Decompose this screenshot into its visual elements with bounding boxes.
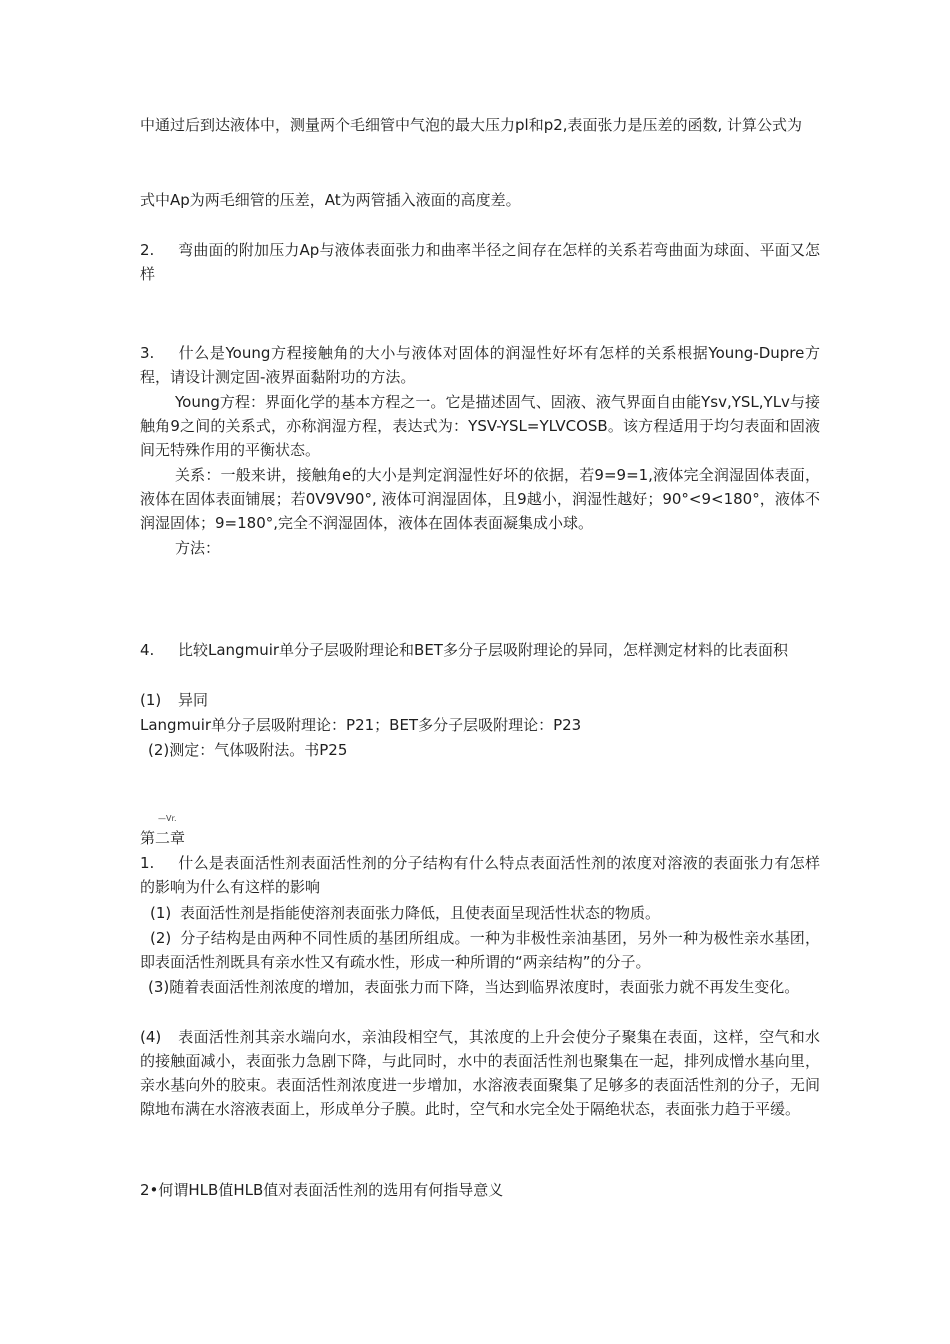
chapter-2-question-1-text: 什么是表面活性剂表面活性剂的分子结构有什么特点表面活性剂的浓度对溶液的表面张力有怎样的影响为什么有这样的影响 — [140, 854, 820, 896]
question-2-number: 2. — [140, 241, 155, 259]
question-4-sub-1-text: 异同 — [178, 691, 209, 709]
answer-item-2-number: (2) — [150, 929, 172, 947]
answer-measurement: (2)测定：气体吸附法。书P25 — [148, 741, 348, 759]
question-4-text: 比较Langmuir单分子层吸附理论和BET多分子层吸附理论的异同，怎样测定材料的比表面积 — [178, 641, 788, 659]
question-3-text: 什么是Young方程接触角的大小与液体对固体的润湿性好坏有怎样的关系根据Young-Dupre方程，请设计测定固-液界面黏附功的方法。 — [140, 344, 820, 386]
answer-item-3 — [140, 975, 820, 999]
question-3-number: 3. — [140, 344, 155, 362]
question-4-number: 4. — [140, 641, 155, 659]
answer-item-4 — [140, 1025, 820, 1121]
answer-item-4-text: 表面活性剂其亲水端向水，亲油段相空气，其浓度的上升会使分子聚集在表面，这样，空气和水的接触面减小，表面张力急剧下降，与此同时，水中的表面活性剂也聚集在一起，排列成憎水基向里，亲水基向外的胶束。表面活性剂浓度进一步增加，水溶液表面聚集了足够多的表面活性剂的分子，无间隙地布满在水溶液表面上，形成单分子膜。此时，空气和水完全处于隔绝状态，表面张力趋于平缓。 — [140, 1028, 820, 1118]
paragraph-formula-explanation: 式中Ap为两毛细管的压差，At为两管插入液面的高度差。 — [140, 191, 521, 209]
answer-item-2-text: 分子结构是由两种不同性质的基团所组成。一种为非极性亲油基团，另外一种为极性亲水基团，即表面活性剂既具有亲水性又有疏水性，形成一种所谓的“两亲结构”的分子。 — [140, 929, 820, 971]
answer-item-1-text: 表面活性剂是指能使溶剂表面张力降低，且使表面呈现活性状态的物质。 — [180, 904, 661, 922]
answer-method: 方法： — [175, 539, 221, 557]
answer-item-3-text: (3)随着表面活性剂浓度的增加，表面张力而下降，当达到临界浓度时，表面张力就不再发生变化。 — [148, 978, 800, 996]
answer-contact-angle-relation: 关系：一般来讲，接触角e的大小是判定润湿性好坏的依据，若9=9=1,液体完全润湿固体表面，液体在固体表面铺展；若0V9V90°, 液体可润湿固体，且9越小，润湿性越好；90°<9<180°，液体不润湿固体；9=180°,完全不润湿固体，液体在固体表面凝集成小球。 — [140, 466, 820, 532]
question-4 — [140, 638, 820, 662]
answer-item-2 — [140, 926, 820, 974]
paragraph-continuation-formula: 中通过后到达液体中，测量两个毛细管中气泡的最大压力pl和p2,表面张力是压差的函数, 计算公式为 — [140, 116, 803, 134]
question-3 — [140, 341, 820, 389]
question-4-sub-1-number: (1) — [140, 691, 162, 709]
answer-young-equation: Young方程：界面化学的基本方程之一。它是描述固气、固液、液气界面自由能Ysv,YSL,YLv与接触角9之间的关系式，亦称润湿方程，表达式为：YSV-YSL=YLVCOSB。该方程适用于均匀表面和固液间无特殊作用的平衡状态。 — [140, 393, 820, 459]
question-2-text: 弯曲面的附加压力Ap与液体表面张力和曲率半径之间存在怎样的关系若弯曲面为球面、平面又怎样 — [140, 241, 820, 283]
chapter-2-question-1-number: 1. — [140, 854, 155, 872]
answer-adsorption-theories: Langmuir单分子层吸附理论：P21；BET多分子层吸附理论：P23 — [140, 716, 582, 734]
chapter-heading: 第二章 — [140, 829, 186, 847]
chapter-2-question-2: 2•何谓HLB值HLB值对表面活性剂的选用有何指导意义 — [140, 1181, 504, 1199]
question-4-sub-1 — [140, 688, 820, 712]
stray-mark: —Vr. — [158, 814, 177, 823]
answer-item-1 — [140, 901, 820, 925]
chapter-2-question-1 — [140, 851, 820, 899]
answer-item-4-number: (4) — [140, 1028, 162, 1046]
answer-item-1-number: (1) — [150, 904, 172, 922]
question-2 — [140, 238, 820, 286]
